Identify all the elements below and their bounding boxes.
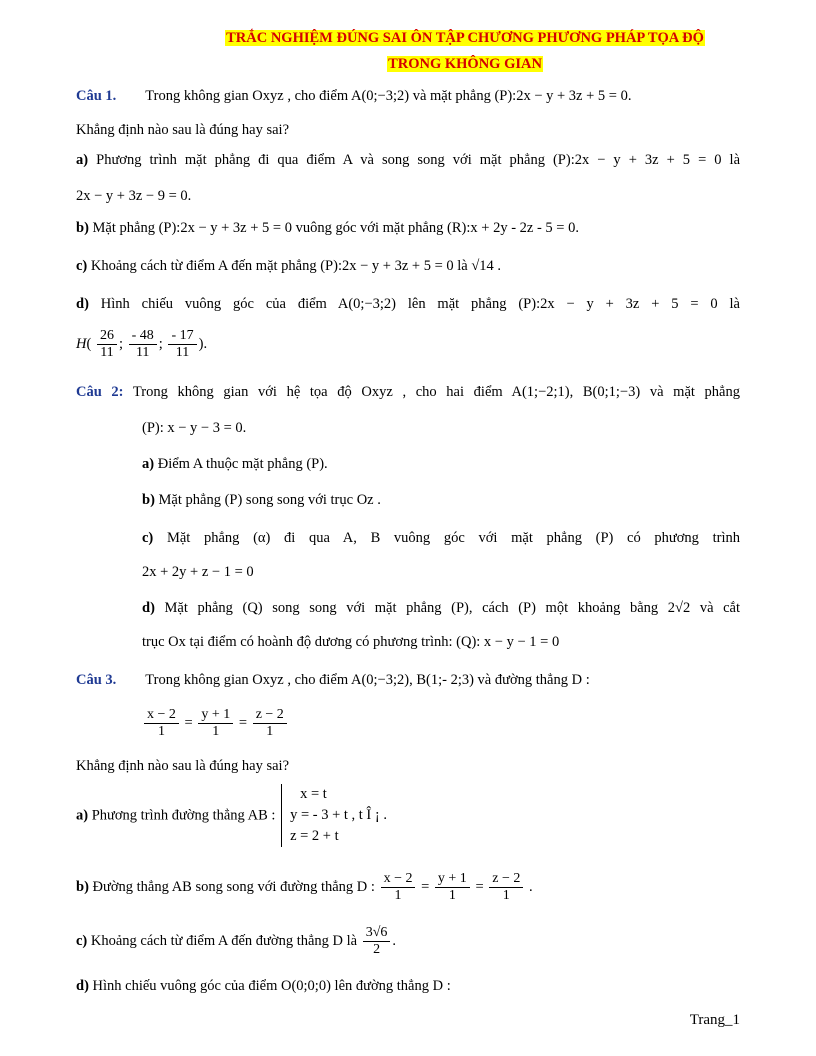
q2-stem-line: [76, 382, 740, 402]
q1-label: Câu 1.: [76, 88, 117, 104]
q1-option-d: [76, 294, 740, 314]
q1-c-text: Khoảng cách từ điểm A đến mặt phẳng (P):2x − y + 3z + 5 = 0 là √14 .: [90, 258, 502, 274]
q3-eq-frac-2: $\frac{y + 1}{1}$: [198, 707, 233, 740]
page-number: Trang_1: [689, 1012, 740, 1028]
q3-prompt: Khẳng định nào sau là đúng hay sai?: [76, 758, 290, 774]
title-line-1: TRẮC NGHIỆM ĐÚNG SAI ÔN TẬP CHƯƠNG PHƯƠNG PHÁP TỌA ĐỘ: [226, 30, 704, 46]
q2-c-text-cont: 2x + 2y + z − 1 = 0: [142, 564, 254, 580]
q3-b-label: b): [76, 879, 89, 895]
q3-b-text: Đường thẳng AB song song với đường thẳng D :: [92, 879, 375, 895]
q2-b-label: b): [142, 492, 155, 508]
q1-d-label: d): [76, 296, 89, 312]
q3-d-text: Hình chiếu vuông góc của điểm O(0;0;0) lên đường thẳng D :: [92, 978, 451, 994]
q2-b-text: Mặt phẳng (P) song song với trục Oz .: [158, 492, 381, 508]
q1-a-label: a): [76, 152, 89, 168]
q1-stem: Trong không gian Oxyz , cho điểm A(0;−3;2) và mặt phẳng (P):2x − y + 3z + 5 = 0.: [145, 88, 632, 104]
title-line-2: TRONG KHÔNG GIAN: [388, 56, 542, 72]
q3-stem: Trong không gian Oxyz , cho điểm A(0;−3;2), B(1;- 2;3) và đường thẳng D :: [145, 672, 590, 688]
q1-stem-line: [76, 86, 631, 106]
q1-d-frac-2: $\frac{- 48}{11}$: [129, 328, 157, 361]
q1-d-frac-3: $\frac{- 17}{11}$: [168, 328, 196, 361]
q3-stem-line: [76, 670, 590, 690]
q3-c-text: Khoảng cách từ điểm A đến đường thẳng D là: [90, 933, 358, 949]
q2-option-d: [142, 598, 740, 618]
q3-a-system: x = t y = - 3 + t , t Î ¡ . z = 2 + t: [281, 784, 387, 847]
q2-option-a: [142, 454, 328, 474]
q3-b-frac-1: $\frac{x - 2}{1}$: [381, 871, 416, 904]
q3-line-equation: $\frac{x - 2}{1}$ = $\frac{y + 1}{1}$ = $\frac{z - 2}{1}$: [142, 700, 289, 746]
q1-d-text: Hình chiếu vuông góc của điểm A(0;−3;2) lên mặt phẳng (P):2x − y + 3z + 5 = 0 là: [100, 296, 740, 312]
q2-a-label: a): [142, 456, 155, 472]
q3-option-a: [76, 784, 387, 847]
q1-option-b: [76, 218, 579, 238]
q1-a-text: Phương trình mặt phẳng đi qua điểm A và song song với mặt phẳng (P):2x − y + 3z + 5 = 0 là: [96, 152, 740, 168]
q1-a-text-cont: 2x − y + 3z − 9 = 0.: [76, 188, 192, 204]
q1-b-text: Mặt phẳng (P):2x − y + 3z + 5 = 0 vuông góc với mặt phẳng (R):x + 2y - 2z - 5 = 0.: [92, 220, 579, 236]
q2-label: Câu 2:: [76, 384, 124, 400]
q2-stem-cont: (P): x − y − 3 = 0.: [142, 420, 247, 436]
q3-b-frac-2: $\frac{y + 1}{1}$: [435, 871, 470, 904]
q2-a-text: Điểm A thuộc mặt phẳng (P).: [157, 456, 328, 472]
q2-c-text: Mặt phẳng (α) đi qua A, B vuông góc với mặt phẳng (P) có phương trình: [166, 530, 740, 546]
q1-c-label: c): [76, 258, 88, 274]
q2-c-label: c): [142, 530, 154, 546]
q3-eq-frac-1: $\frac{x - 2}{1}$: [144, 707, 179, 740]
q2-stem: Trong không gian với hệ tọa độ Oxyz , cho hai điểm A(1;−2;1), B(0;1;−3) và mặt phẳng: [132, 384, 740, 400]
q3-eq-frac-3: $\frac{z - 2}{1}$: [253, 707, 287, 740]
q3-option-c: c) Khoảng cách từ điểm A đến đường thẳng D là $\frac{3√6}{2}$ .: [76, 925, 397, 958]
q1-option-c: [76, 256, 501, 276]
q3-option-d: [76, 976, 451, 996]
q1-prompt: Khẳng định nào sau là đúng hay sai?: [76, 122, 290, 138]
q1-d-point: H( $\frac{26}{11}$ ; $\frac{- 48}{11}$ ; $\frac{- 17}{11}$ ).: [76, 328, 208, 361]
q2-d-text-cont: trục Ox tại điểm có hoành độ dương có phương trình: (Q): x − y − 1 = 0: [142, 634, 560, 650]
q1-option-a: [76, 150, 740, 170]
q1-b-label: b): [76, 220, 89, 236]
q3-c-frac: $\frac{3√6}{2}$: [363, 925, 391, 958]
q3-c-label: c): [76, 933, 88, 949]
q3-a-text: Phương trình đường thẳng AB :: [91, 807, 276, 824]
q3-a-label: a): [76, 807, 89, 824]
q1-d-frac-1: $\frac{26}{11}$: [97, 328, 117, 361]
q3-d-label: d): [76, 978, 89, 994]
q2-option-b: [142, 490, 381, 510]
q2-d-text: Mặt phẳng (Q) song song với mặt phẳng (P), cách (P) một khoảng bằng 2√2 và cắt: [164, 600, 741, 616]
q3-b-frac-3: $\frac{z - 2}{1}$: [489, 871, 523, 904]
q2-option-c: [142, 528, 740, 548]
q2-d-label: d): [142, 600, 155, 616]
q3-label: Câu 3.: [76, 672, 117, 688]
q3-option-b: b) Đường thẳng AB song song với đường thẳng D : $\frac{x - 2}{1}$ = $\frac{y + 1}{1}$ = $\frac{z - 2}{1}$ .: [76, 871, 533, 904]
